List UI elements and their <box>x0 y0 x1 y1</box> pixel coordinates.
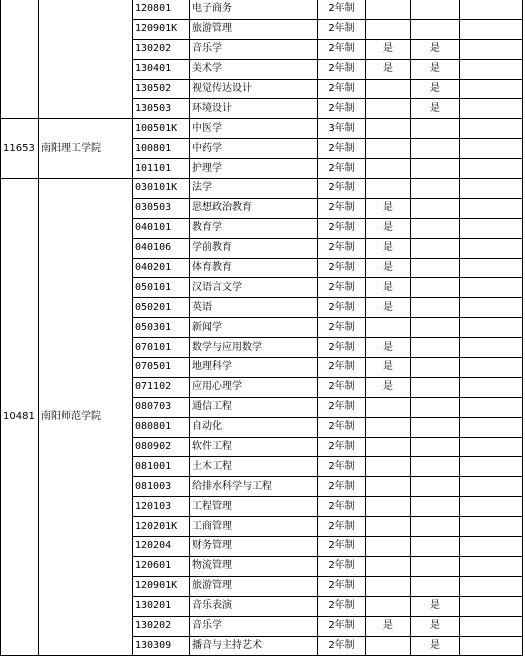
duration: 2年制 <box>318 437 366 457</box>
flag-a <box>366 397 411 417</box>
duration: 2年制 <box>318 0 366 19</box>
flag-b <box>411 377 460 397</box>
flag-c <box>460 79 523 99</box>
major-code: 040201 <box>133 258 190 278</box>
institution-name: 南阳师范学院 <box>39 179 133 656</box>
flag-a <box>366 79 411 99</box>
flag-b <box>411 139 460 159</box>
major-code: 040106 <box>133 238 190 258</box>
flag-a <box>366 537 411 557</box>
flag-b <box>411 358 460 378</box>
duration: 2年制 <box>318 139 366 159</box>
institution-code: 10481 <box>1 179 39 656</box>
duration: 2年制 <box>318 497 366 517</box>
flag-c <box>460 119 523 139</box>
flag-a: 是 <box>366 358 411 378</box>
duration: 2年制 <box>318 596 366 616</box>
flag-a <box>366 636 411 656</box>
flag-a: 是 <box>366 198 411 218</box>
major-code: 070501 <box>133 358 190 378</box>
major-name: 财务管理 <box>190 537 318 557</box>
flag-a <box>366 19 411 39</box>
institution-name <box>39 0 133 119</box>
major-code: 081003 <box>133 477 190 497</box>
flag-b <box>411 517 460 537</box>
duration: 2年制 <box>318 79 366 99</box>
flag-b <box>411 258 460 278</box>
flag-b: 是 <box>411 636 460 656</box>
major-name: 工商管理 <box>190 517 318 537</box>
duration: 2年制 <box>318 258 366 278</box>
duration: 2年制 <box>318 238 366 258</box>
flag-a <box>366 318 411 338</box>
flag-a <box>366 417 411 437</box>
flag-a: 是 <box>366 377 411 397</box>
flag-c <box>460 497 523 517</box>
institution-code: 11653 <box>1 119 39 179</box>
flag-c <box>460 377 523 397</box>
flag-b <box>411 298 460 318</box>
flag-a <box>366 159 411 179</box>
duration: 2年制 <box>318 377 366 397</box>
flag-a: 是 <box>366 59 411 79</box>
institution-code <box>1 0 39 119</box>
flag-c <box>460 457 523 477</box>
major-name: 电子商务 <box>190 0 318 19</box>
flag-b <box>411 417 460 437</box>
major-name: 法学 <box>190 179 318 199</box>
flag-b: 是 <box>411 79 460 99</box>
duration: 2年制 <box>318 19 366 39</box>
flag-b <box>411 0 460 19</box>
major-name: 教育学 <box>190 218 318 238</box>
major-code: 100801 <box>133 139 190 159</box>
flag-a <box>366 437 411 457</box>
major-code: 120601 <box>133 556 190 576</box>
flag-b <box>411 457 460 477</box>
major-name: 音乐学 <box>190 616 318 636</box>
major-code: 130309 <box>133 636 190 656</box>
flag-a <box>366 517 411 537</box>
major-code: 120204 <box>133 537 190 557</box>
flag-c <box>460 19 523 39</box>
major-code: 130401 <box>133 59 190 79</box>
duration: 2年制 <box>318 59 366 79</box>
major-name: 土木工程 <box>190 457 318 477</box>
flag-b: 是 <box>411 596 460 616</box>
duration: 2年制 <box>318 477 366 497</box>
table-row <box>1 119 523 139</box>
duration: 2年制 <box>318 537 366 557</box>
flag-b <box>411 537 460 557</box>
duration: 2年制 <box>318 636 366 656</box>
flag-a <box>366 99 411 119</box>
flag-b <box>411 397 460 417</box>
flag-c <box>460 596 523 616</box>
flag-a <box>366 596 411 616</box>
flag-c <box>460 537 523 557</box>
major-name: 数学与应用数学 <box>190 338 318 358</box>
major-name: 旅游管理 <box>190 576 318 596</box>
major-code: 120801 <box>133 0 190 19</box>
table-row <box>1 179 523 199</box>
flag-b <box>411 159 460 179</box>
flag-b <box>411 437 460 457</box>
flag-b: 是 <box>411 39 460 59</box>
flag-c <box>460 99 523 119</box>
flag-a <box>366 119 411 139</box>
flag-c <box>460 397 523 417</box>
major-name: 思想政治教育 <box>190 198 318 218</box>
major-code: 040101 <box>133 218 190 238</box>
flag-c <box>460 139 523 159</box>
major-code: 120901K <box>133 19 190 39</box>
flag-c <box>460 238 523 258</box>
major-name: 地理科学 <box>190 358 318 378</box>
flag-c <box>460 218 523 238</box>
flag-b <box>411 278 460 298</box>
flag-b: 是 <box>411 59 460 79</box>
duration: 2年制 <box>318 218 366 238</box>
flag-a: 是 <box>366 39 411 59</box>
flag-a: 是 <box>366 338 411 358</box>
major-code: 080801 <box>133 417 190 437</box>
major-code: 120201K <box>133 517 190 537</box>
duration: 2年制 <box>318 338 366 358</box>
major-name: 护理学 <box>190 159 318 179</box>
flag-c <box>460 298 523 318</box>
flag-a <box>366 477 411 497</box>
flag-c <box>460 417 523 437</box>
major-name: 应用心理学 <box>190 377 318 397</box>
duration: 2年制 <box>318 99 366 119</box>
flag-a <box>366 497 411 517</box>
major-name: 工程管理 <box>190 497 318 517</box>
major-name: 新闻学 <box>190 318 318 338</box>
flag-b: 是 <box>411 99 460 119</box>
major-name: 软件工程 <box>190 437 318 457</box>
flag-c <box>460 338 523 358</box>
major-name: 体育教育 <box>190 258 318 278</box>
major-name: 视觉传达设计 <box>190 79 318 99</box>
flag-c <box>460 278 523 298</box>
flag-a <box>366 457 411 477</box>
flag-a <box>366 0 411 19</box>
table-row <box>1 0 523 19</box>
major-code: 130202 <box>133 616 190 636</box>
major-name: 音乐学 <box>190 39 318 59</box>
duration: 2年制 <box>318 616 366 636</box>
major-code: 101101 <box>133 159 190 179</box>
major-code: 130503 <box>133 99 190 119</box>
duration: 2年制 <box>318 179 366 199</box>
flag-c <box>460 0 523 19</box>
major-code: 080703 <box>133 397 190 417</box>
duration: 2年制 <box>318 39 366 59</box>
flag-c <box>460 517 523 537</box>
major-name: 自动化 <box>190 417 318 437</box>
flag-a <box>366 576 411 596</box>
flag-a: 是 <box>366 218 411 238</box>
flag-b <box>411 497 460 517</box>
major-code: 130502 <box>133 79 190 99</box>
major-name: 环境设计 <box>190 99 318 119</box>
duration: 2年制 <box>318 556 366 576</box>
major-code: 100501K <box>133 119 190 139</box>
flag-a <box>366 556 411 576</box>
duration: 2年制 <box>318 417 366 437</box>
flag-a: 是 <box>366 258 411 278</box>
major-code: 050201 <box>133 298 190 318</box>
flag-b <box>411 19 460 39</box>
major-name: 汉语言文学 <box>190 278 318 298</box>
major-name: 音乐表演 <box>190 596 318 616</box>
major-code: 050101 <box>133 278 190 298</box>
flag-c <box>460 477 523 497</box>
flag-c <box>460 358 523 378</box>
major-name: 旅游管理 <box>190 19 318 39</box>
major-name: 美术学 <box>190 59 318 79</box>
duration: 2年制 <box>318 298 366 318</box>
flag-a <box>366 139 411 159</box>
duration: 2年制 <box>318 457 366 477</box>
flag-b <box>411 218 460 238</box>
flag-b <box>411 119 460 139</box>
major-code: 130201 <box>133 596 190 616</box>
flag-b <box>411 477 460 497</box>
major-name: 英语 <box>190 298 318 318</box>
major-name: 物流管理 <box>190 556 318 576</box>
duration: 2年制 <box>318 517 366 537</box>
flag-c <box>460 636 523 656</box>
flag-b <box>411 318 460 338</box>
major-name: 中药学 <box>190 139 318 159</box>
duration: 2年制 <box>318 576 366 596</box>
flag-a: 是 <box>366 298 411 318</box>
flag-c <box>460 258 523 278</box>
duration: 2年制 <box>318 397 366 417</box>
flag-c <box>460 616 523 636</box>
flag-b <box>411 556 460 576</box>
major-code: 071102 <box>133 377 190 397</box>
major-code: 081001 <box>133 457 190 477</box>
flag-b <box>411 179 460 199</box>
flag-c <box>460 39 523 59</box>
major-name: 中医学 <box>190 119 318 139</box>
flag-c <box>460 198 523 218</box>
duration: 2年制 <box>318 198 366 218</box>
duration: 2年制 <box>318 159 366 179</box>
flag-a: 是 <box>366 616 411 636</box>
flag-a: 是 <box>366 278 411 298</box>
duration: 2年制 <box>318 358 366 378</box>
major-code: 050301 <box>133 318 190 338</box>
major-code: 030101K <box>133 179 190 199</box>
major-name: 播音与主持艺术 <box>190 636 318 656</box>
major-code: 120103 <box>133 497 190 517</box>
institution-name: 南阳理工学院 <box>39 119 133 179</box>
flag-b <box>411 576 460 596</box>
major-code: 080902 <box>133 437 190 457</box>
major-code: 130202 <box>133 39 190 59</box>
flag-c <box>460 576 523 596</box>
flag-c <box>460 179 523 199</box>
flag-c <box>460 437 523 457</box>
flag-c <box>460 59 523 79</box>
flag-a: 是 <box>366 238 411 258</box>
flag-c <box>460 318 523 338</box>
major-name: 给排水科学与工程 <box>190 477 318 497</box>
flag-c <box>460 556 523 576</box>
duration: 3年制 <box>318 119 366 139</box>
flag-b: 是 <box>411 616 460 636</box>
flag-c <box>460 159 523 179</box>
flag-a <box>366 179 411 199</box>
major-name: 通信工程 <box>190 397 318 417</box>
flag-b <box>411 238 460 258</box>
major-code: 120901K <box>133 576 190 596</box>
majors-table-body <box>1 0 523 656</box>
flag-b <box>411 338 460 358</box>
duration: 2年制 <box>318 318 366 338</box>
major-code: 070101 <box>133 338 190 358</box>
flag-b <box>411 198 460 218</box>
major-code: 030503 <box>133 198 190 218</box>
major-name: 学前教育 <box>190 238 318 258</box>
duration: 2年制 <box>318 278 366 298</box>
